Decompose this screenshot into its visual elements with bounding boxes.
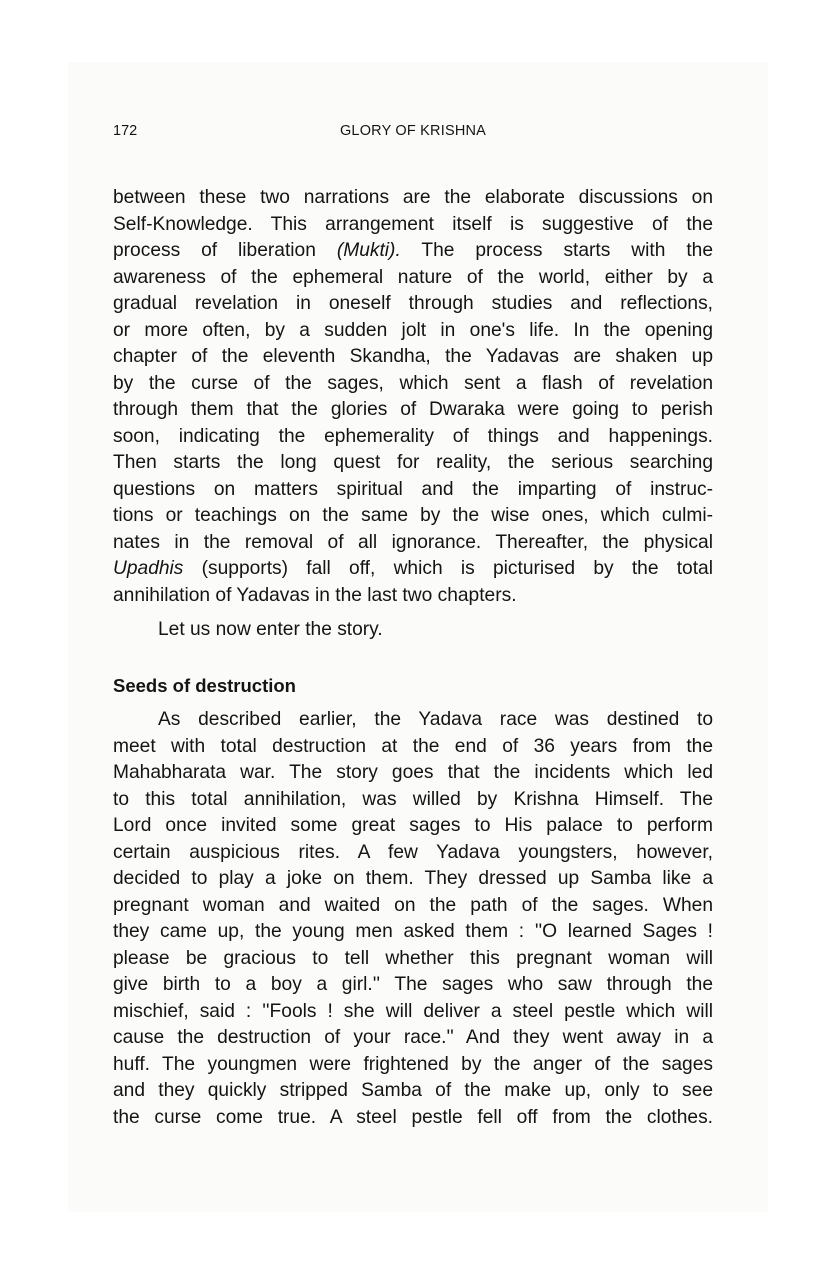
italic-term-mukti: (Mukti).	[336, 240, 401, 261]
section-heading: Seeds of destruction	[113, 674, 296, 696]
text-line: by the curse of the sages, which sent a flash of revelation	[113, 372, 713, 394]
text-line: the curse come true. A steel pestle fell off from the clothes.	[113, 1106, 713, 1128]
italic-term-upadhis: Upadhis	[113, 558, 184, 579]
text-fragment: (supports) fall off, which is picturised by the total	[183, 558, 713, 579]
text-line: certain auspicious rites. A few Yadava youngsters, however,	[113, 841, 713, 863]
running-head	[113, 120, 713, 142]
text-line: chapter of the eleventh Skandha, the Yadavas are shaken up	[113, 346, 713, 367]
paragraph-seeds-of-destruction	[113, 707, 713, 1131]
text-line: Then starts the long quest for reality, the serious searching	[113, 452, 713, 473]
body-text	[113, 185, 713, 1131]
text-line: through them that the glories of Dwaraka were going to perish	[113, 399, 713, 420]
paragraph-enter-story: Let us now enter the story.	[158, 619, 383, 640]
paragraph-spacer	[113, 609, 713, 617]
text-fragment: process of liberation	[113, 240, 337, 261]
heading-spacer	[113, 699, 713, 707]
text-line: please be gracious to tell whether this pregnant woman will	[113, 947, 713, 969]
text-line: and they quickly stripped Samba of the make up, only to see	[113, 1080, 713, 1101]
page-number: 172	[113, 123, 138, 139]
section-spacer	[113, 644, 713, 673]
text-line: to this total annihilation, was willed by Krishna Himself. The	[113, 788, 713, 810]
text-line: annihilation of Yadavas in the last two chapters.	[113, 584, 517, 606]
text-line	[113, 238, 713, 265]
text-line: soon, indicating the ephemerality of things and happenings.	[113, 425, 713, 447]
text-line: or more often, by a sudden jolt in one's life. In the opening	[113, 319, 713, 341]
text-line: huff. The youngmen were frightened by the anger of the sages	[113, 1053, 713, 1075]
text-line: mischief, said : ''Fools ! she will deliver a steel pestle which will	[113, 1000, 713, 1022]
text-line: give birth to a boy a girl.'' The sages who saw through the	[113, 974, 713, 995]
text-line: pregnant woman and waited on the path of the sages. When	[113, 894, 713, 916]
text-fragment: The process starts with the	[400, 240, 713, 261]
text-line	[113, 556, 713, 583]
text-line: Mahabharata war. The story goes that the incidents which led	[113, 762, 713, 783]
text-line: questions on matters spiritual and the imparting of instruc-	[113, 478, 713, 500]
text-line: cause the destruction of your race.'' And they went away in a	[113, 1027, 713, 1048]
text-line: meet with total destruction at the end of 36 years from the	[113, 735, 713, 757]
text-line: between these two narrations are the elaborate discussions on	[113, 187, 713, 208]
text-line: nates in the removal of all ignorance. Thereafter, the physical	[113, 531, 713, 553]
running-title: GLORY OF KRISHNA	[339, 123, 487, 139]
text-line: they came up, the young men asked them : ''O learned Sages !	[113, 921, 713, 942]
text-line: Lord once invited some great sages to His palace to perform	[113, 815, 713, 836]
paragraph-liberation	[113, 185, 713, 609]
text-line: Self-Knowledge. This arrangement itself is suggestive of the	[113, 213, 713, 235]
text-line: As described earlier, the Yadava race was destined to	[158, 709, 713, 730]
text-line: tions or teachings on the same by the wise ones, which culmi-	[113, 505, 713, 526]
text-line: awareness of the ephemeral nature of the world, either by a	[113, 266, 713, 288]
text-line: gradual revelation in oneself through studies and reflections,	[113, 293, 713, 314]
text-line: decided to play a joke on them. They dressed up Samba like a	[113, 868, 713, 889]
